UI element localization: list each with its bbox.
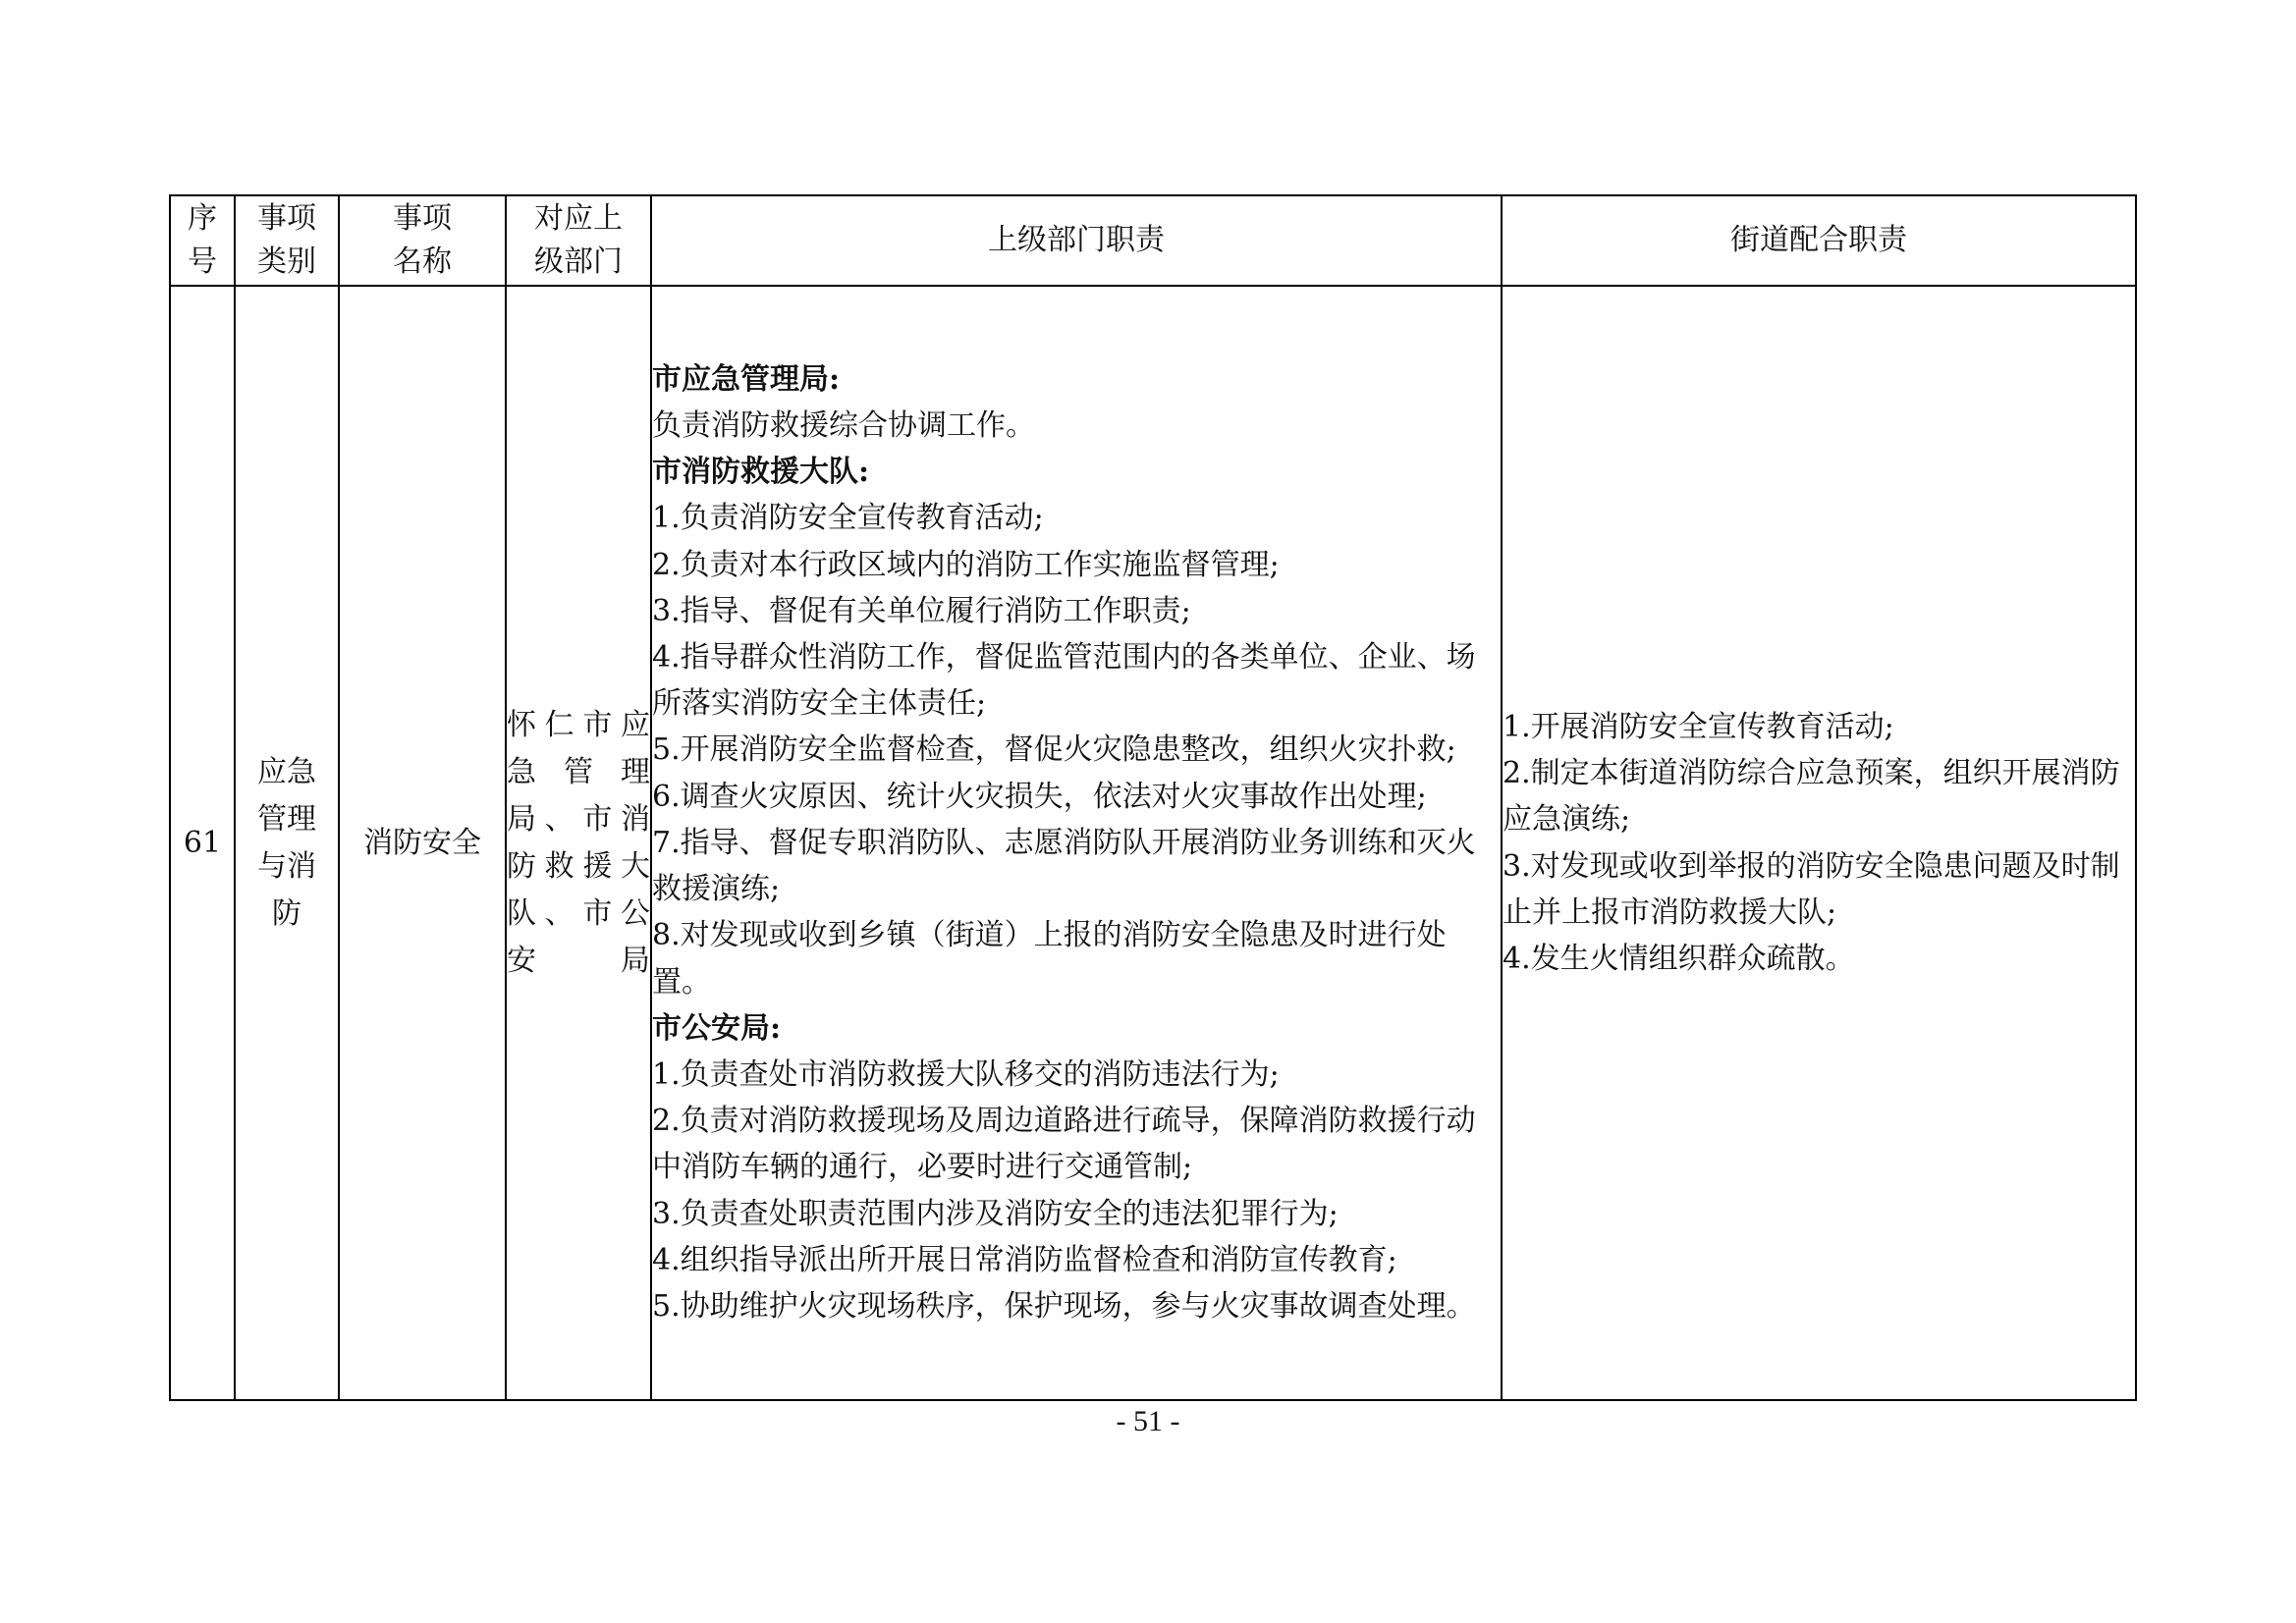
page-number: - 51 - xyxy=(1116,1405,1180,1437)
street-item: 4.发生火情组织群众疏散。 xyxy=(1503,941,1855,976)
duty-item: 3.指导、督促有关单位履行消防工作职责; xyxy=(652,593,1191,628)
duty-item: 负责消防救援综合协调工作。 xyxy=(652,408,1035,444)
header-name: 事项名称 xyxy=(339,195,506,286)
cell-upper-duty xyxy=(651,286,1502,1400)
cell-dept: 怀仁市应急管理局、市消防救援大队、市公安局 xyxy=(506,286,651,1400)
duty-item: 2.负责对本行政区域内的消防工作实施监督管理; xyxy=(652,547,1280,582)
duty-item: 4.指导群众性消防工作，督促监管范围内的各类单位、企业、场所落实消防安全主体责任; xyxy=(652,640,1476,722)
duty-item: 1.负责查处市消防救援大队移交的消防违法行为; xyxy=(652,1056,1280,1092)
header-dept: 对应上级部门 xyxy=(506,195,651,286)
header-row xyxy=(170,195,2136,286)
street-item: 1.开展消防安全宣传教育活动; xyxy=(1503,709,1894,744)
duty-item: 5.协助维护火灾现场秩序，保护现场，参与火灾事故调查处理。 xyxy=(652,1288,1476,1324)
section-title: 市公安局: xyxy=(652,1010,782,1046)
header-seq: 序号 xyxy=(170,195,235,286)
duty-item: 4.组织指导派出所开展日常消防监督检查和消防宣传教育; xyxy=(652,1242,1397,1277)
street-item: 3.对发现或收到举报的消防安全隐患问题及时制止并上报市消防救援大队; xyxy=(1503,848,2120,930)
duty-item: 2.负责对消防救援现场及周边道路进行疏导，保障消防救援行动中消防车辆的通行，必要时进行交通管制; xyxy=(652,1104,1476,1185)
header-street-duty: 街道配合职责 xyxy=(1502,195,2136,286)
duty-item: 6.调查火灾原因、统计火灾损失，依法对火灾事故作出处理; xyxy=(652,779,1427,814)
duty-item: 7.指导、督促专职消防队、志愿消防队开展消防业务训练和灭火救援演练; xyxy=(652,825,1476,907)
duty-item: 8.对发现或收到乡镇（街道）上报的消防安全隐患及时进行处置。 xyxy=(652,918,1447,1000)
cell-seq: 61 xyxy=(170,286,235,1400)
cell-category: 应急管理与消防 xyxy=(235,286,339,1400)
section-title: 市消防救援大队: xyxy=(652,455,870,490)
cell-name: 消防安全 xyxy=(339,286,506,1400)
section-title: 市应急管理局: xyxy=(652,361,841,397)
table-row xyxy=(170,286,2136,1400)
duty-item: 3.负责查处职责范围内涉及消防安全的违法犯罪行为; xyxy=(652,1196,1339,1231)
responsibility-table xyxy=(169,194,2137,1401)
header-upper-duty: 上级部门职责 xyxy=(651,195,1502,286)
duty-item: 5.开展消防安全监督检查，督促火灾隐患整改，组织火灾扑救; xyxy=(652,732,1456,768)
duty-item: 1.负责消防安全宣传教育活动; xyxy=(652,501,1044,536)
header-category: 事项类别 xyxy=(235,195,339,286)
street-item: 2.制定本街道消防综合应急预案，组织开展消防应急演练; xyxy=(1503,756,2120,838)
cell-street-duty xyxy=(1502,286,2136,1400)
